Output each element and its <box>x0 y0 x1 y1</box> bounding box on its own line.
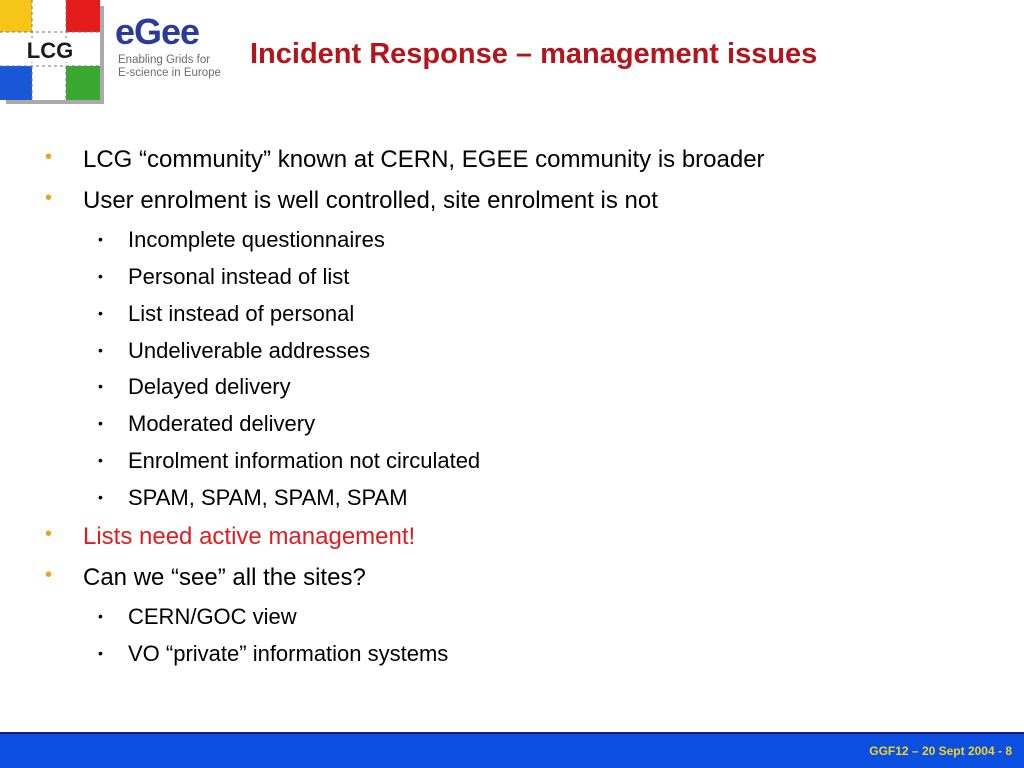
list-item-text: Personal instead of list <box>128 264 350 289</box>
lcg-logo-text: LCG <box>26 38 74 63</box>
list-item-text: List instead of personal <box>128 301 355 326</box>
bullet-icon: • <box>98 305 103 321</box>
bullet-icon: • <box>45 146 53 168</box>
bullet-icon: • <box>98 342 103 358</box>
bullet-icon: • <box>98 489 103 505</box>
lcg-logo <box>0 0 106 106</box>
bullet-icon: • <box>98 268 103 284</box>
egee-logo <box>115 11 230 84</box>
egee-tagline-2: E-science in Europe <box>118 67 221 79</box>
egee-logo-wordmark: eGee <box>115 11 200 52</box>
bullet-icon: • <box>98 645 103 661</box>
list-item-text: SPAM, SPAM, SPAM, SPAM <box>128 485 408 510</box>
bullet-icon: • <box>45 523 53 545</box>
footer-text: GGF12 – 20 Sept 2004 - 8 <box>869 744 1012 758</box>
bullet-icon: • <box>45 564 53 586</box>
list-item-text: Enrolment information not circulated <box>128 448 481 473</box>
list-item-text: Can we “see” all the sites? <box>83 564 366 591</box>
list-item-text: Undeliverable addresses <box>128 338 371 363</box>
list-item-text: Lists need active management! <box>83 523 416 550</box>
list-item-text: LCG “community” known at CERN, EGEE community is broader <box>83 146 765 173</box>
bullet-icon: • <box>98 231 103 247</box>
bullet-icon: • <box>98 378 103 394</box>
list-item-text: Moderated delivery <box>128 411 316 436</box>
list-item-text: CERN/GOC view <box>128 604 297 629</box>
bullet-icon: • <box>45 187 53 209</box>
footer-bar <box>0 734 1024 768</box>
bullet-icon: • <box>98 608 103 624</box>
bullet-icon: • <box>98 415 103 431</box>
slide-title: Incident Response – management issues <box>250 38 818 70</box>
bullet-icon: • <box>98 452 103 468</box>
egee-tagline-1: Enabling Grids for <box>118 54 211 66</box>
list-item-text: Delayed delivery <box>128 374 291 399</box>
list-item-text: User enrolment is well controlled, site enrolment is not <box>83 187 658 214</box>
list-item-text: Incomplete questionnaires <box>128 227 385 252</box>
list-item-text: VO “private” information systems <box>128 641 449 666</box>
